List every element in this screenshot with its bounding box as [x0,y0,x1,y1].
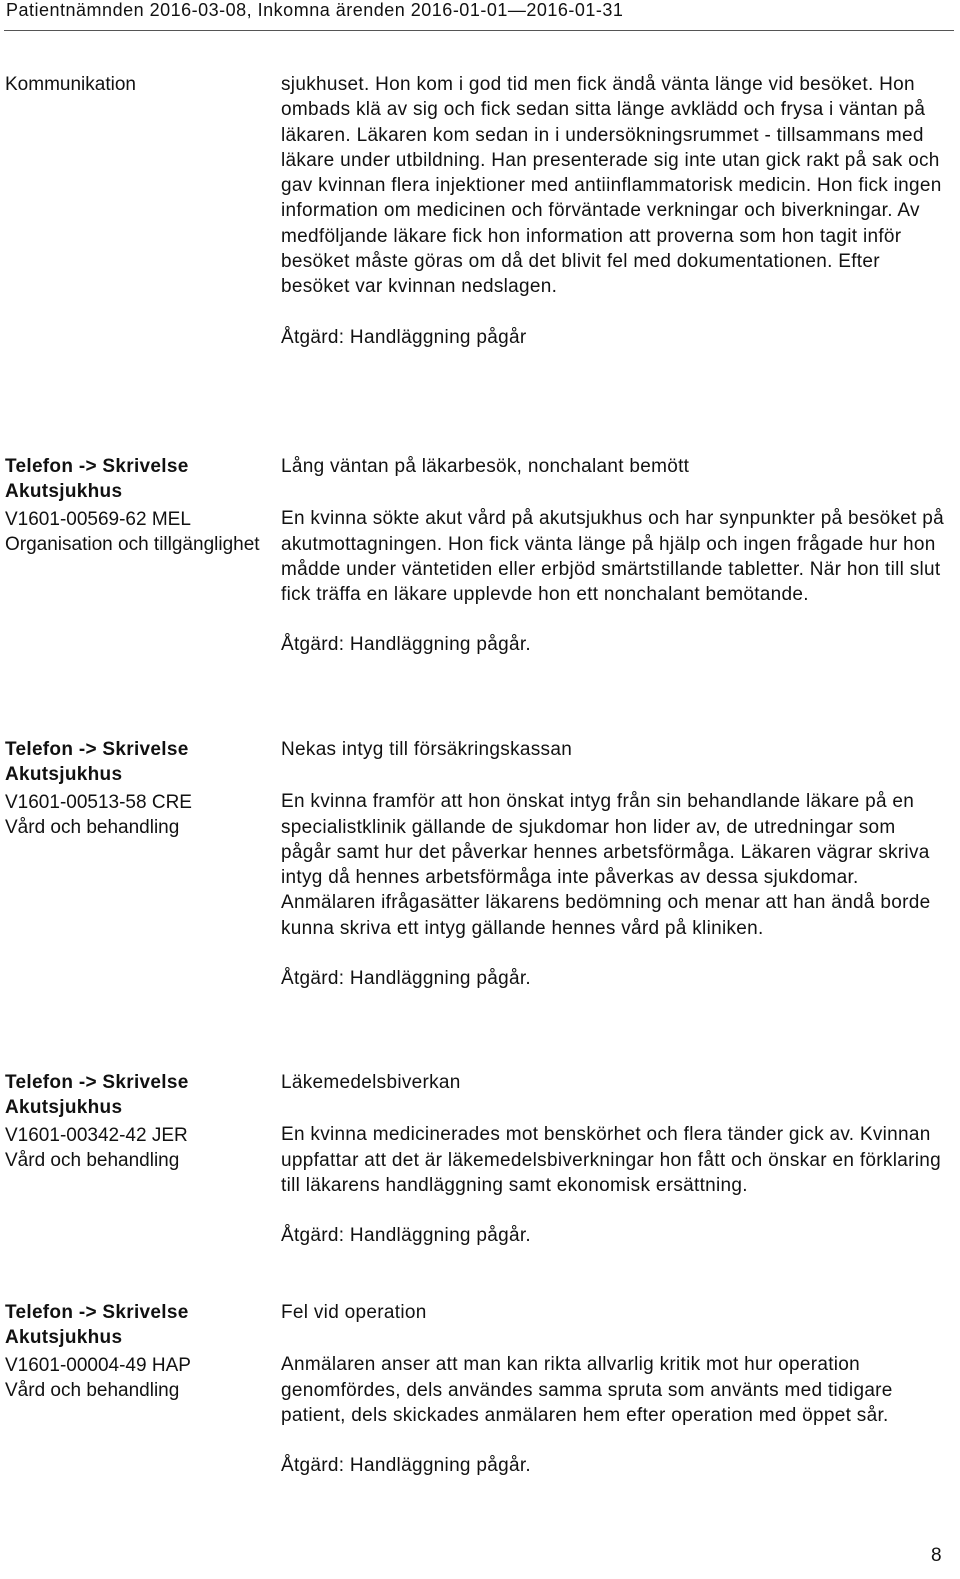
case-channel: Telefon -> Skrivelse [5,1302,189,1323]
case-meta [5,1300,265,1403]
case-body: En kvinna sökte akut vård på akutsjukhus och har synpunkter på besöket på akutmottagningen. Hon fick vänta länge på hjälp och ingen frågade hur hon mådde under väntetiden eller erbjöd smärtstillande tabletter. När hon till slut fick träffa en läkare upplevde hon ett nonchalant bemötande. [281,508,945,606]
page-number: 8 [931,1545,942,1566]
case-body: En kvinna medicinerades mot benskörhet och flera tänder gick av. Kvinnan uppfattar att det är läkemedelsbiverkningar hon fått och önskar en förklaring till läkarens handläggning samt ekonomisk ersättning. [281,1124,941,1196]
case-id: V1601-00342-42 JER [5,1124,188,1146]
case-title: Nekas intyg till försäkringskassan [281,739,573,760]
case-id: V1601-00569-62 MEL [5,508,191,530]
case-action: Åtgärd: Handläggning pågår. [281,968,532,990]
case-meta [5,454,265,557]
case-content [281,1300,951,1478]
case-body: Anmälaren anser att man kan rikta allvarlig kritik mot hur operation genomfördes, dels användes samma spruta som använts med tidigare patient, dels skickades anmälaren hem efter operation med öppet sår. [281,1354,893,1426]
page-header [4,0,954,31]
case-body: En kvinna framför att hon önskat intyg från sin behandlande läkare på en specialistklinik gällande de sjukdomar hon lider av, de utredningar som pågår samt hur det påverkar hennes arbetsförmåga. Läkaren vägrar skriva intyg då hennes arbetsförmåga inte påverkas av dessa sjukdomar. Anmälaren ifrågasätter läkarens bedömning och menar att han ändå borde kunna skriva ett intyg gällande hennes vård på kliniken. [281,791,931,939]
case-id: V1601-00513-58 CRE [5,791,192,813]
case-title: Läkemedelsbiverkan [281,1072,461,1093]
case-id: V1601-00004-49 HAP [5,1354,191,1376]
case-channel: Telefon -> Skrivelse [5,456,189,477]
case-content [281,737,951,991]
case-meta [5,737,265,840]
case-action: Åtgärd: Handläggning pågår [281,326,527,348]
case-content [281,72,951,350]
case-channel: Telefon -> Skrivelse [5,1072,189,1093]
case-action: Åtgärd: Handläggning pågår. [281,1455,532,1477]
case-unit: Akutsjukhus [5,1097,123,1119]
case-meta [5,1070,265,1173]
case-title: Lång väntan på läkarbesök, nonchalant bemött [281,456,690,477]
case-unit: Akutsjukhus [5,481,123,503]
case-meta [5,72,265,97]
case-category: Kommunikation [5,74,136,95]
case-category: Vård och behandling [5,1379,180,1401]
case-content [281,454,951,658]
case-action: Åtgärd: Handläggning pågår. [281,1225,532,1247]
case-channel: Telefon -> Skrivelse [5,739,189,760]
header-text: Patientnämnden 2016-03-08, Inkomna ärenden 2016-01-01—2016-01-31 [6,0,624,20]
case-body: sjukhuset. Hon kom i god tid men fick ändå vänta länge vid besöket. Hon ombads klä av sig och fick sedan sitta länge avklädd och frysa i väntan på läkaren. Läkaren kom sedan in i undersökningsrummet - tillsammans med läkare under utbildning. Han presenterade sig inte utan gick rakt på sak och gav kvinnan flera injektioner med antiinflammatorisk medicin. Hon fick ingen information om medicinen och förväntade verkningar och biverkningar. Av medföljande läkare fick hon information att proverna som hon tagit inför besöket måste göras om då det blivit fel med dokumentationen. Efter besöket var kvinnan nedslagen. [281,74,942,298]
case-content [281,1070,951,1248]
case-category: Vård och behandling [5,1149,180,1171]
case-action: Åtgärd: Handläggning pågår. [281,634,532,656]
case-unit: Akutsjukhus [5,1327,123,1349]
case-title: Fel vid operation [281,1302,427,1323]
case-category: Organisation och tillgänglighet [5,533,260,555]
case-category: Vård och behandling [5,816,180,838]
case-unit: Akutsjukhus [5,764,123,786]
